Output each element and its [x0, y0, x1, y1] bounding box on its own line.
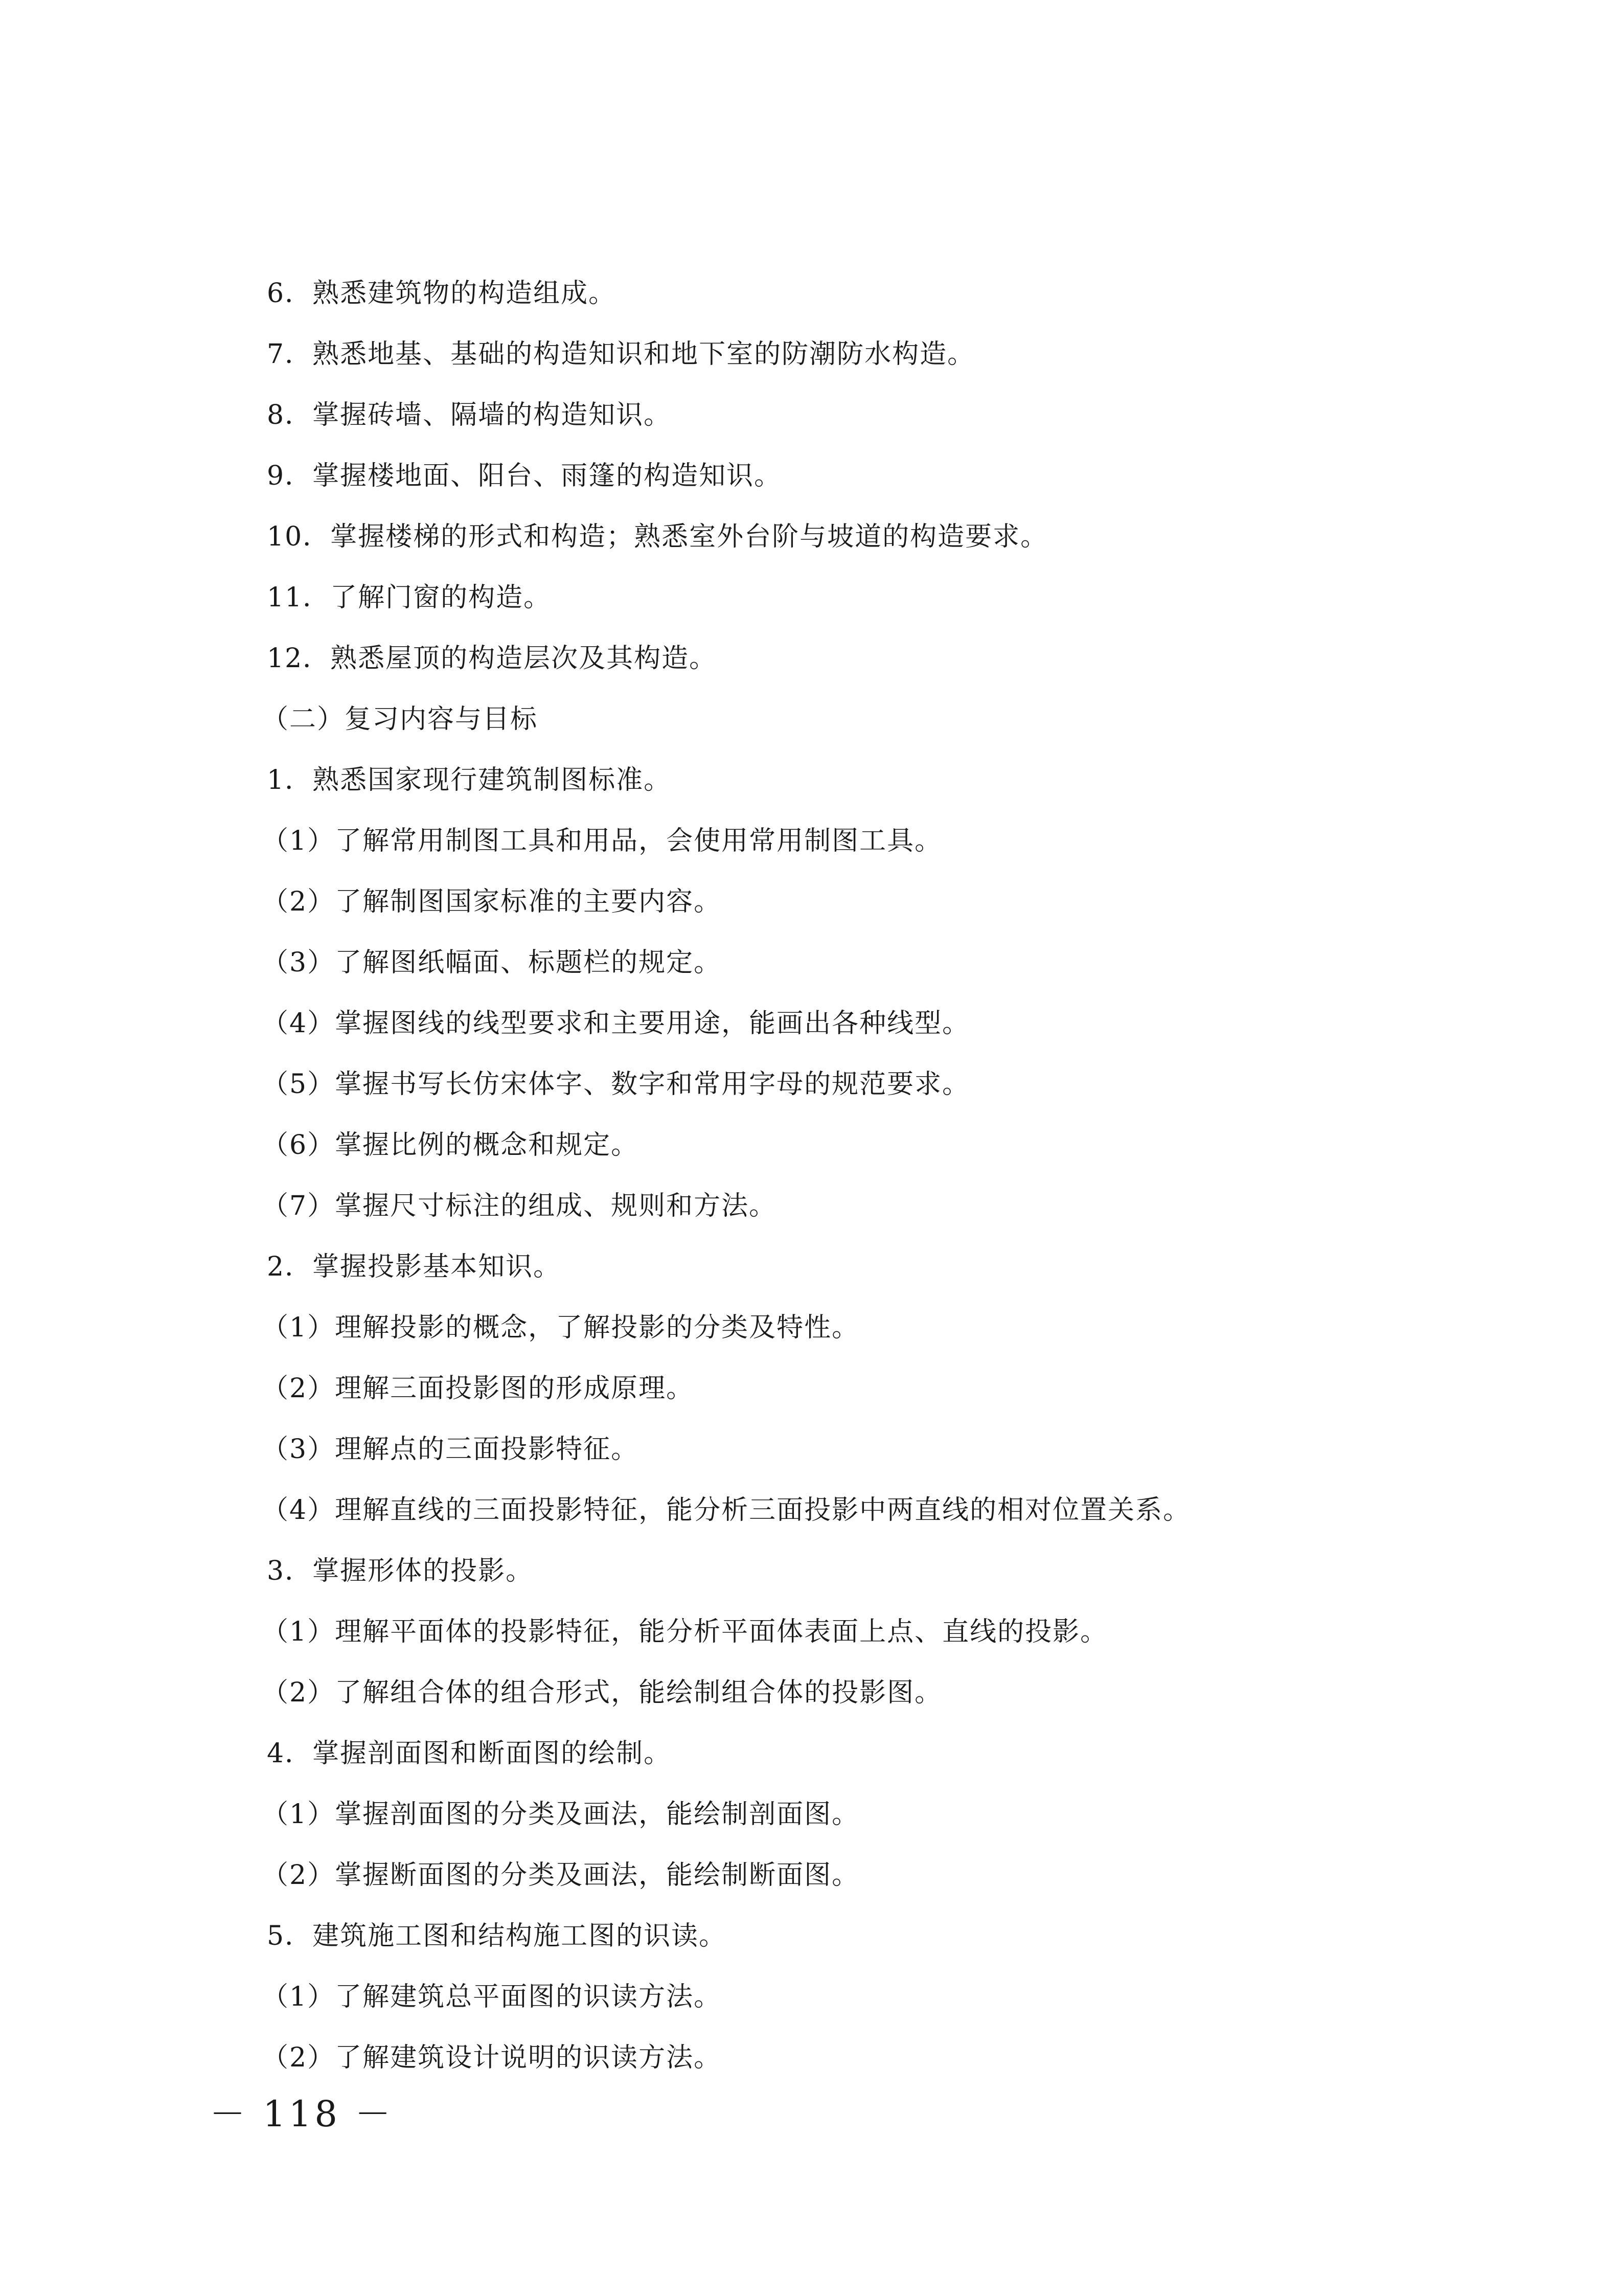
sub-item-line: （二）复习内容与目标	[262, 704, 538, 735]
sub-item-line: （1）理解投影的概念，了解投影的分类及特性。	[262, 1312, 860, 1343]
item-line: 12．熟悉屋顶的构造层次及其构造。	[267, 643, 717, 674]
sub-item-line: （3）了解图纸幅面、标题栏的规定。	[262, 947, 722, 978]
item-line: 1．熟悉国家现行建筑制图标准。	[267, 765, 672, 795]
item-line: 10．掌握楼梯的形式和构造；熟悉室外台阶与坡道的构造要求。	[267, 521, 1048, 552]
sub-item-line: （5）掌握书写长仿宋体字、数字和常用字母的规范要求。	[262, 1069, 970, 1100]
sub-item-line: （4）掌握图线的线型要求和主要用途，能画出各种线型。	[262, 1008, 970, 1039]
sub-item-line: （7）掌握尺寸标注的组成、规则和方法。	[262, 1191, 777, 1221]
sub-item-line: （1）了解建筑总平面图的识读方法。	[262, 1982, 722, 2012]
page-number: － 118 －	[210, 2093, 394, 2135]
item-line: 6．熟悉建筑物的构造组成。	[267, 278, 616, 309]
item-line: 8．掌握砖墙、隔墙的构造知识。	[267, 400, 672, 430]
item-line: 4．掌握剖面图和断面图的绘制。	[267, 1738, 672, 1769]
sub-item-line: （2）了解组合体的组合形式，能绘制组合体的投影图。	[262, 1677, 943, 1708]
document-body	[262, 263, 1391, 2088]
item-line: 11．了解门窗的构造。	[267, 582, 552, 613]
item-line: 9．掌握楼地面、阳台、雨篷的构造知识。	[267, 461, 782, 491]
sub-item-line: （3）理解点的三面投影特征。	[262, 1434, 639, 1465]
sub-item-line: （2）了解制图国家标准的主要内容。	[262, 886, 722, 917]
item-line: 2．掌握投影基本知识。	[267, 1252, 561, 1282]
sub-item-line: （1）掌握剖面图的分类及画法，能绘制剖面图。	[262, 1799, 860, 1830]
item-line: 3．掌握形体的投影。	[267, 1556, 534, 1586]
sub-item-line: （2）理解三面投影图的形成原理。	[262, 1373, 694, 1404]
sub-item-line: （1）理解平面体的投影特征，能分析平面体表面上点、直线的投影。	[262, 1617, 1108, 1647]
sub-item-line: （2）了解建筑设计说明的识读方法。	[262, 2042, 722, 2073]
item-line: 5．建筑施工图和结构施工图的识读。	[267, 1921, 727, 1951]
sub-item-line: （2）掌握断面图的分类及画法，能绘制断面图。	[262, 1860, 860, 1891]
sub-item-line: （4）理解直线的三面投影特征，能分析三面投影中两直线的相对位置关系。	[262, 1495, 1191, 1526]
sub-item-line: （1）了解常用制图工具和用品，会使用常用制图工具。	[262, 826, 943, 856]
item-line: 7．熟悉地基、基础的构造知识和地下室的防潮防水构造。	[267, 339, 975, 370]
sub-item-line: （6）掌握比例的概念和规定。	[262, 1130, 639, 1161]
